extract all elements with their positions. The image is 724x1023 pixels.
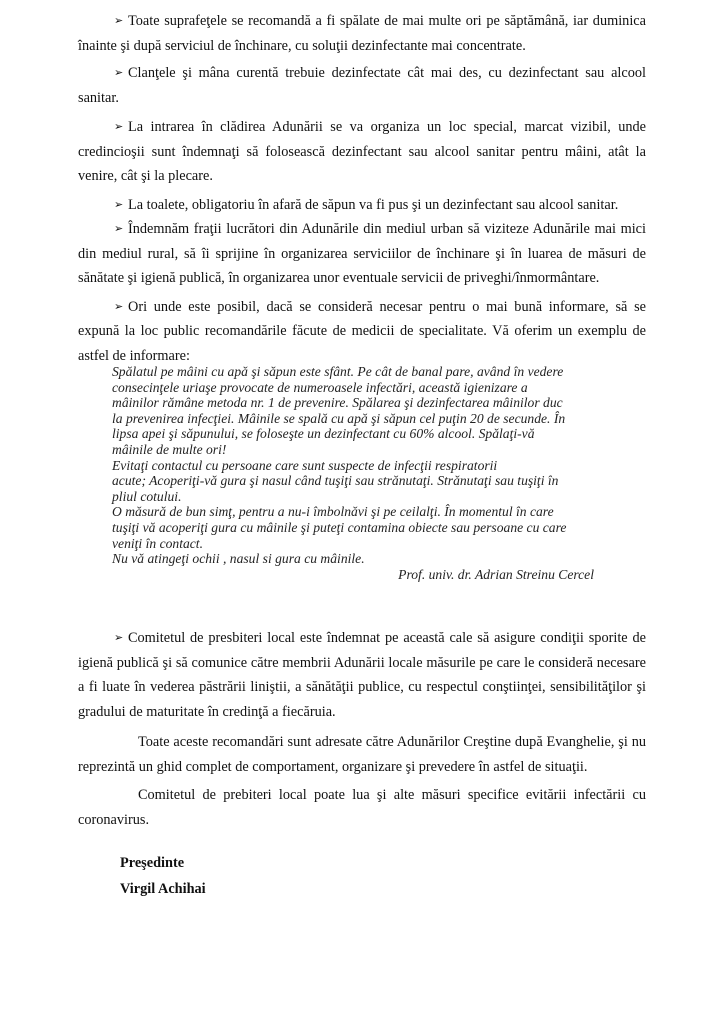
signature-block — [120, 850, 206, 902]
quote-line: Nu vă atingeţi ochii , nasul si gura cu mâinile. — [112, 551, 365, 567]
quote-line: lipsa apei şi săpunului, se foloseşte un dezinfectant cu 60% alcool. Spălaţi-vă — [112, 426, 535, 442]
bullet-text: Clanţele şi mâna curentă trebuie dezinfectate cât mai des, cu dezinfectant sau alcool sanitar. — [78, 65, 646, 106]
arrowhead-bullet-icon: ➢ — [114, 632, 124, 644]
quoted-recommendation — [112, 364, 602, 582]
quote-signature: Prof. univ. dr. Adrian Streinu Cercel — [398, 566, 594, 582]
quote-line: la prevenirea infecţiei. Mâinile se spală cu apă şi săpun cel puţin 20 de secunde. În — [112, 410, 566, 426]
quote-line: mâinilor rămâne metoda nr. 1 de prevenire. Spălarea şi dezinfectarea mâinilor duc — [112, 395, 563, 411]
bullet-list-bottom — [78, 626, 646, 724]
bullet-text: Toate suprafeţele se recomandă a fi spălate de mai multe ori pe săptămână, iar duminica înainte şi după serviciul de închinare, cu soluţii dezinfectante mai concentrate. — [78, 13, 646, 54]
arrowhead-bullet-icon: ➢ — [114, 198, 124, 211]
bullet-text: La intrarea în clădirea Adunării se va organiza un loc special, marcat vizibil, unde credincioşii sunt îndemnaţi să folosească dezinfectant sau alcool sanitar pentru mâini, atât la venire, cât şi la plecare. — [78, 119, 646, 184]
bullet-item — [78, 115, 646, 189]
arrowhead-bullet-icon: ➢ — [114, 15, 124, 27]
closing-paragraphs — [78, 730, 646, 832]
quote-line: Spălatul pe mâini cu apă şi săpun este sfânt. Pe cât de banal pare, având în vedere — [112, 364, 564, 379]
quote-line: pliul cotului. — [112, 488, 182, 504]
arrowhead-bullet-icon: ➢ — [114, 300, 124, 313]
closing-paragraph: Toate aceste recomandări sunt adresate către Adunărilor Creştine după Evanghelie, şi nu reprezintă un ghid complet de comportament, organizare şi prevedere în astfel de situaţii. — [78, 734, 646, 775]
quote-line: veniţi în contact. — [112, 535, 203, 551]
bullet-text: Îndemnăm fraţii lucrători din Adunările din mediul urban să viziteze Adunările mai mici din mediul rural, să îi sprijine în organizarea serviciilor de închinare şi în luarea de măsuri de sănătate şi igienă publică, în organizarea unor eventuale servicii de priveghi/înmormântare. — [78, 221, 646, 286]
quote-line: Evitaţi contactul cu persoane care sunt suspecte de infecţii respiratorii — [112, 457, 498, 473]
quote-line: acute; Acoperiţi-vă gura şi nasul când tuşiţi sau strănutaţi. Strănutaţi sau tuşiţi în — [112, 473, 559, 489]
quote-line: mâinile de multe ori! — [112, 441, 227, 457]
bullet-item — [78, 61, 646, 110]
arrowhead-bullet-icon: ➢ — [114, 67, 124, 79]
bullet-list-top — [78, 9, 646, 368]
quote-line: O măsură de bun simţ, pentru a nu-i îmbolnăvi şi pe ceilalţi. În momentul în care — [112, 504, 554, 520]
closing-paragraph: Comitetul de prebiteri local poate lua şi alte măsuri specifice evitării infectării cu coronavirus. — [78, 787, 646, 828]
arrowhead-bullet-icon: ➢ — [114, 223, 124, 235]
bullet-item — [78, 217, 646, 291]
signatory-title: Preşedinte — [120, 855, 185, 871]
arrowhead-bullet-icon: ➢ — [114, 121, 124, 133]
bullet-text: Ori unde este posibil, dacă se consideră necesar pentru o mai bună informare, să se expună la loc public recomandările făcute de medicii de specialitate. Vă oferim un exemplu de astfel de informare: — [78, 298, 646, 364]
bullet-item — [78, 295, 646, 369]
signatory-name: Virgil Achihai — [120, 881, 206, 897]
bullet-item — [78, 626, 646, 724]
quote-line: consecinţele uriaşe provocate de numeroasele infectări, această igienizare a — [112, 379, 528, 395]
bullet-text: Comitetul de presbiteri local este îndemnat pe această cale să asigure condiţii sporite de igienă publică şi să comunice către membrii Adunării locale măsurile pe care le consideră necesare a fi luate în vederea păstrării liniştii, a sănătăţii publice, cu respectul conştiinţei, sensibilităţilor şi gradului de maturitate în credinţă a fiecăruia. — [78, 630, 646, 720]
quote-line: tuşiţi vă acoperiţi gura cu mâinile şi puteţi contamina obiecte sau persoane cu care — [112, 519, 567, 535]
bullet-item — [78, 193, 646, 218]
bullet-text: La toalete, obligatoriu în afară de săpun va fi pus şi un dezinfectant sau alcool sanitar. — [128, 196, 619, 213]
bullet-item — [78, 9, 646, 58]
